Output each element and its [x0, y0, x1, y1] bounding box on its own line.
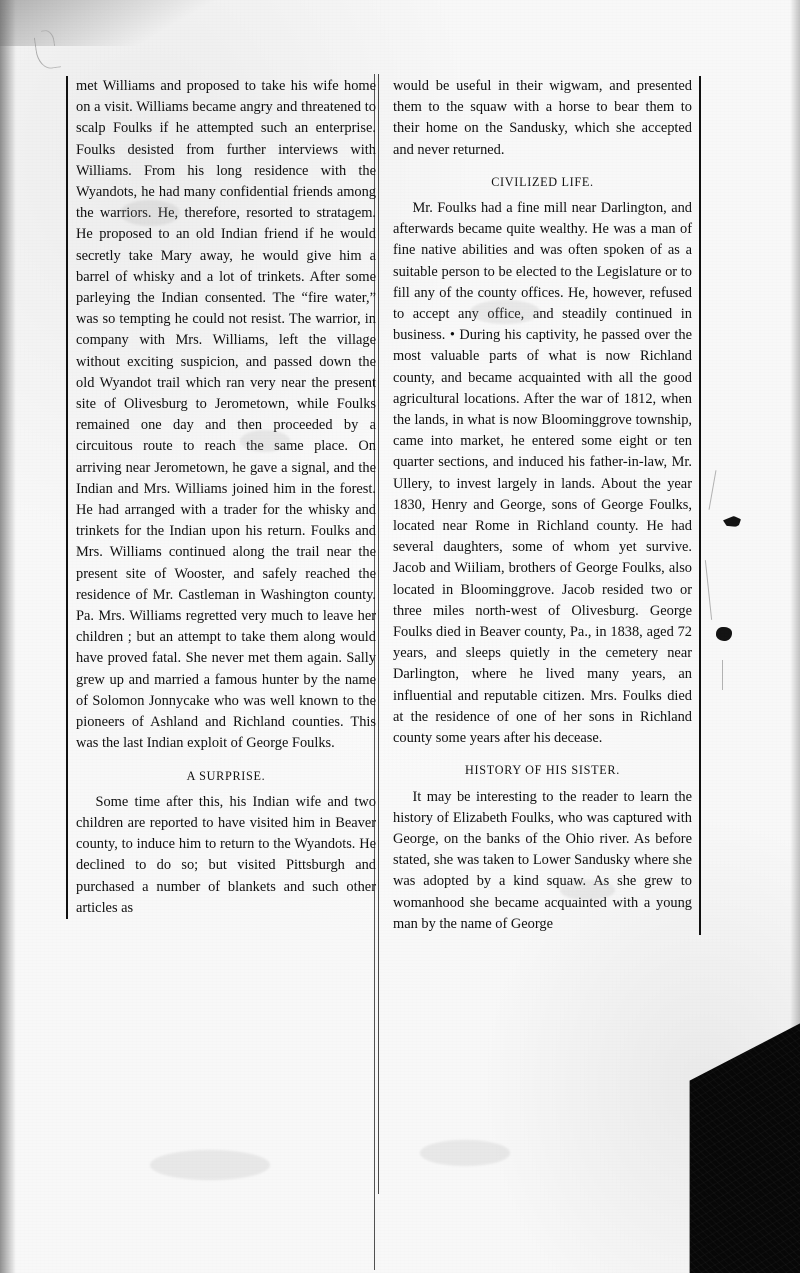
- paragraph-continued-from-left-column: would be useful in their wigwam, and presented them to the squaw with a horse to bear them to their home on the Sandusky, which she accepted and never returned.: [393, 78, 692, 158]
- section-heading-a-surprise: A SURPRISE.: [186, 768, 266, 783]
- paragraph-civilized-life-body: Mr. Foulks had a fine mill near Darlington, and afterwards became quite wealthy. He was a man of fine native abilities and was often spoken of as a suitable person to be elected to the Legislature or to fill any of the county offices. He, however, refused to accept any office, and steadily continued in business. • During his captivity, he passed over the most valuable parts of what is now Richland county, and became acquainted with all the good agricultural locations. After the war of 1812, when the lands, in what is now Bloominggrove township, came into market, he entered some eight or ten quarter sections, and induced his father-in-law, Mr. Ullery, to invest largely in lands. About the year 1830, Henry and George, sons of George Foulks, located near Rome in Richland county. He had several daughters, some of whom yet survive. Jacob and Wiiliam, brothers of George Foulks, also located in Bloominggrove. Jacob resided two or three miles north-west of Olivesburg. George Foulks died in Beaver county, Pa., in 1838, aged 72 years, and sleeps quietly in the cemetery near Darlington, where he lived many years, an influential and reputable citizen. Mrs. Foulks died at the residence of one of her sons in Richland county some years after his decease.: [393, 200, 692, 747]
- scan-hairline-3: [722, 660, 723, 690]
- left-text-column: [66, 76, 376, 919]
- section-heading-civilized-life: CIVILIZED LIFE.: [491, 174, 594, 189]
- section-heading-history-of-his-sister: HISTORY OF HIS SISTER.: [465, 763, 620, 778]
- paragraph-a-surprise-body: Some time after this, his Indian wife and two children are reported to have visited him in Beaver county, to induce him to return to the Wyandots. He declined to do so; but visited Pittsburgh and purchased a number of blankets and such other articles as: [76, 793, 376, 916]
- ink-blob-lower-right-margin: [716, 627, 732, 641]
- paragraph-continued-from-previous-page: met Williams and proposed to take his wife home on a visit. Williams became angry and threatened to scalp Foulks if he attempted such an enterprise. Foulks desisted from further interviews with Williams. From his long residence with the Wyandots, he had many confidential friends among the warriors. He, therefore, resorted to stratagem. He proposed to an old Indian friend if he would secretly take Mary away, he would give him a barrel of whisky and a lot of trinkets. After some parleying the Indian consented. The “fire water,” was so tempting he could not resist. The warrior, in company with Mrs. Williams, left the village without exciting suspicion, and passed down the old Wyandot trail which ran very near the present site of Olivesburg to Jerometown, while Foulks remained one day and then proceeded by a circuitous route to reach the same place. On arriving near Jerometown, he gave a signal, and the Indian and Mrs. Williams joined him in the forest. He had arranged with a trader for the whisky and trinkets for the Indian upon his return. Foulks and Mrs. Williams continued along the trail near the present site of Wooster, and safely reached the residence of Mr. Castleman in Washington county. Pa. Mrs. Williams regretted very much to leave her children ; but an attempt to take them along would have proved fatal. She never met them again. Sally grew up and married a famous hunter by the name of Solomon Jonnycake who was well known to the pioneers of Ashland and Richland counties. This was the last Indian exploit of George Foulks.: [76, 78, 376, 752]
- paragraph-history-of-his-sister-body: It may be interesting to the reader to learn the history of Elizabeth Foulks, who was captured with George, on the banks of the Ohio river. As before stated, she was taken to Lower Sandusky where she was adopted by a kind squaw. As she grew to womanhood she became acquainted with a young man by the name of George: [393, 788, 692, 932]
- right-text-column: [393, 76, 701, 935]
